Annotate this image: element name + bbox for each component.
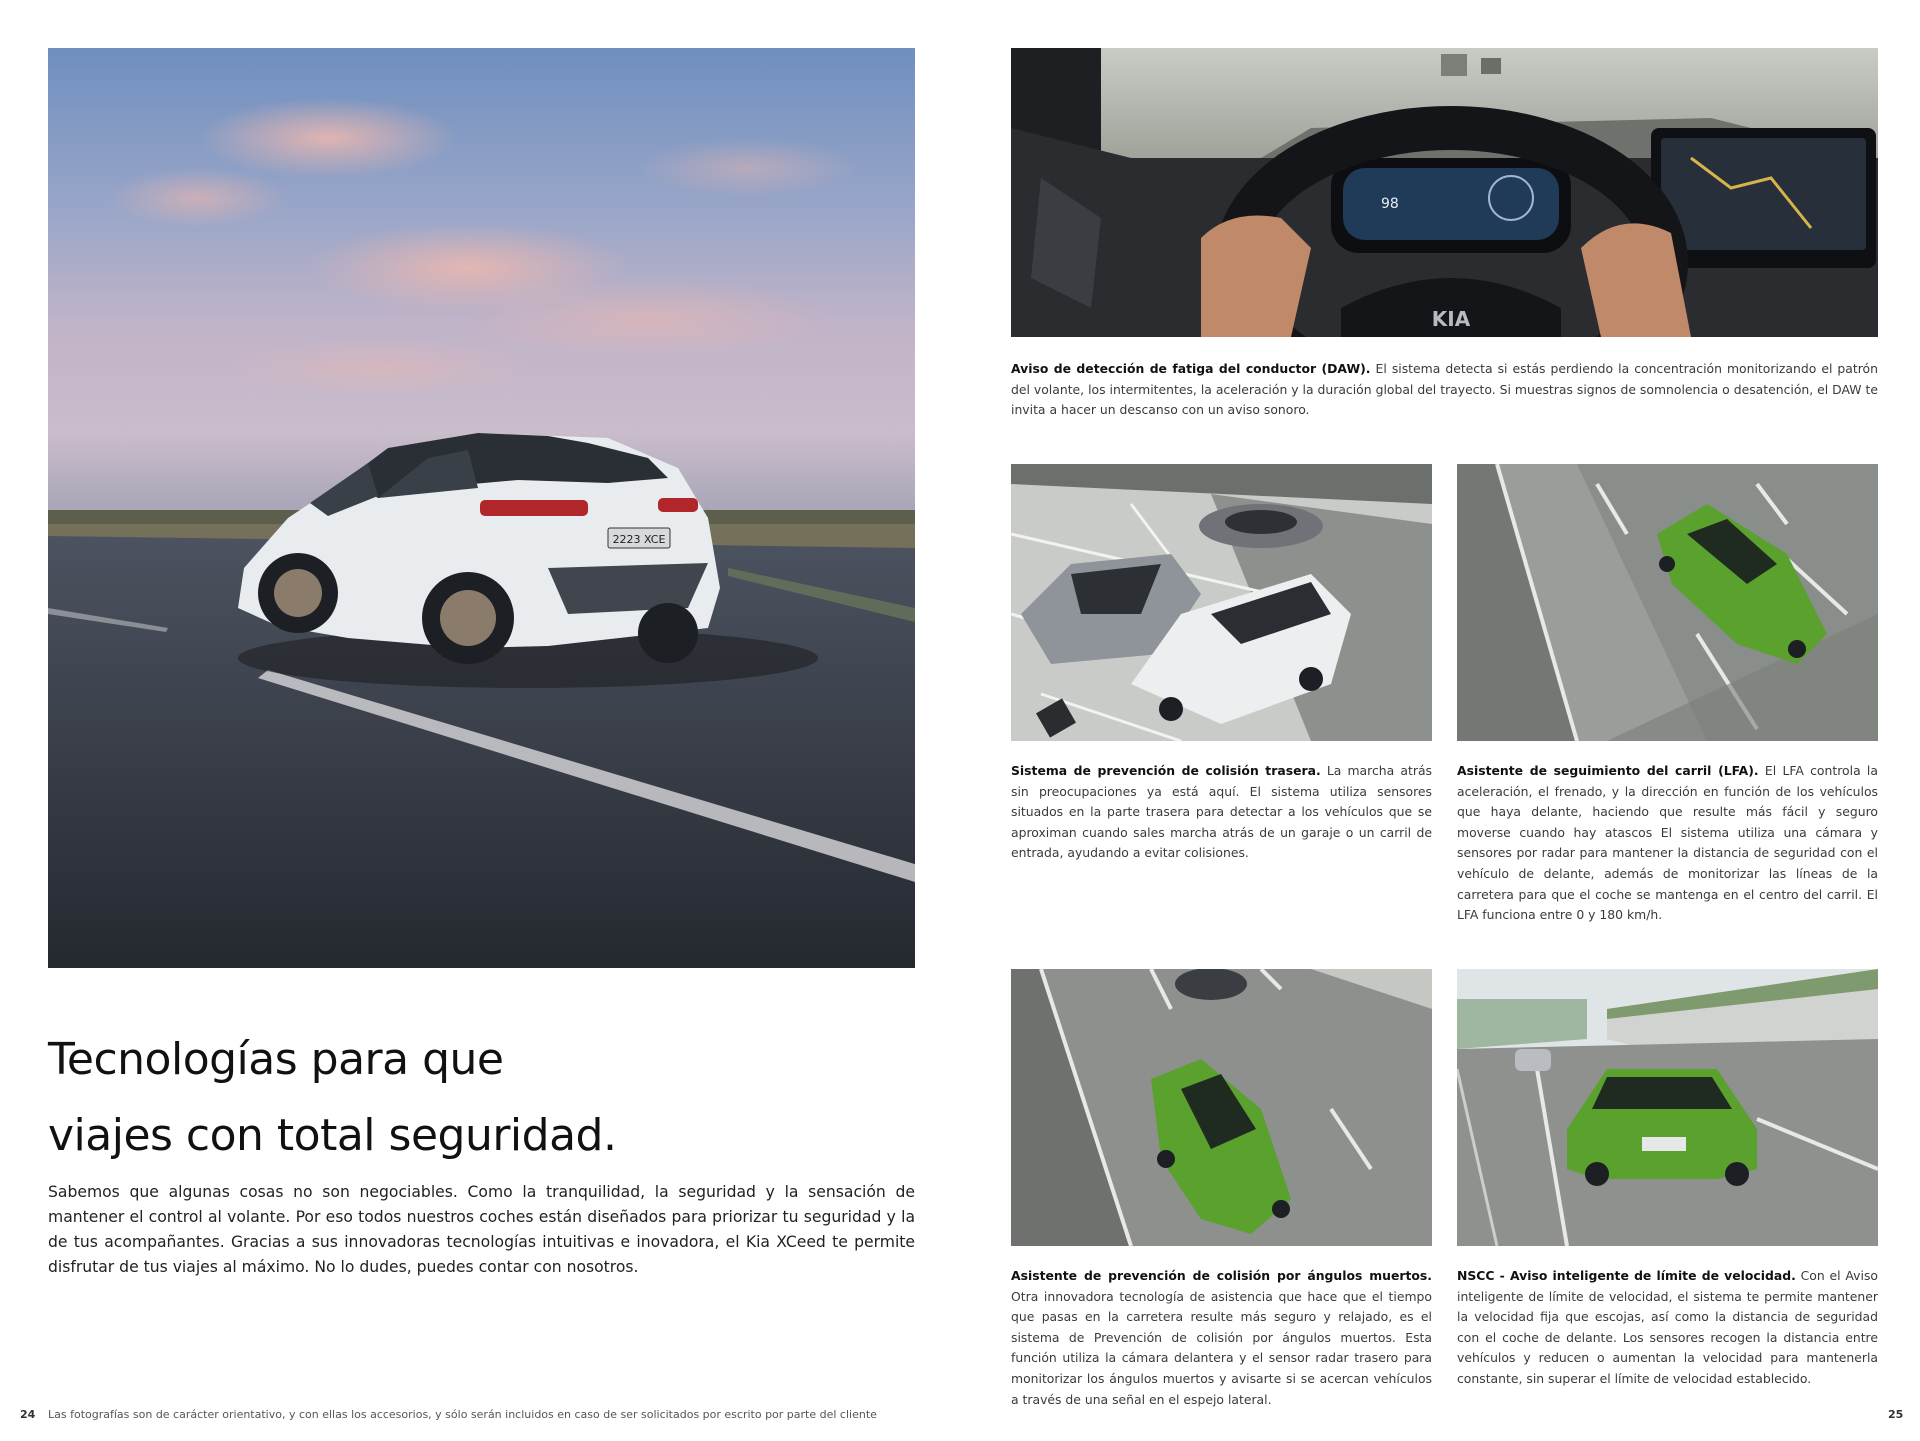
caption-nscc-body: Con el Aviso inteligente de límite de velocidad, el sistema te permite mantener la velocidad fija que escojas, así como la distancia de seguridad con el coche de delante. Los sensores recogen la distancia entre vehículos y reducen o aumentan la velocidad para mantenerla constante, sin superar el límite de velocidad establecido. bbox=[1457, 1268, 1878, 1386]
caption-rear-body: La marcha atrás sin preocupaciones ya está aquí. El sistema utiliza sensores situados en la parte trasera para detectar a los vehículos que se aproximan cuando sales marcha atrás de un garaje o un carril de entrada, ayudando a evitar colisiones. bbox=[1011, 763, 1432, 861]
kia-logo: KIA bbox=[1431, 307, 1471, 331]
car-grey-ahead-nscc bbox=[1515, 1049, 1551, 1071]
caption-rear-title: Sistema de prevención de colisión trasera. bbox=[1011, 763, 1321, 778]
page-headline bbox=[48, 1022, 915, 1174]
intro-paragraph: Sabemos que algunas cosas no son negociables. Como la tranquilidad, la seguridad y la sensación de mantener el control al volante. Por eso todos nuestros coches están diseñados para priorizar tu seguridad y la de tus acompañantes. Gracias a sus innovadoras tecnologías intuitivas e inovadora, el Kia XCeed te permite disfrutar de tus viajes al máximo. No lo dudes, puedes contar con nosotros. bbox=[48, 1183, 915, 1276]
caption-daw bbox=[1011, 359, 1878, 421]
car-green-nscc bbox=[1567, 1069, 1757, 1186]
cluster-speed: 98 bbox=[1381, 196, 1399, 212]
hero-plate: 2223 XCE bbox=[612, 533, 666, 546]
caption-blind-body: Otra innovadora tecnología de asistencia que hace que el tiempo que pasas en la carretera resulte más seguro y relajado, es el sistema de Prevención de colisión por ángulos muertos. Esta función utiliza la cámara delantera y el sensor radar trasero para monitorizar los ángulos muertos y avisarte si se acercan vehículos a través de una señal en el espejo lateral. bbox=[1011, 1288, 1432, 1407]
page-number-right: 25 bbox=[1888, 1408, 1904, 1421]
caption-daw-title: Aviso de detección de fatiga del conductor (DAW). bbox=[1011, 361, 1371, 376]
caption-lfa-title: Asistente de seguimiento del carril (LFA). bbox=[1457, 763, 1759, 778]
caption-nscc bbox=[1457, 1266, 1878, 1390]
caption-daw-body: El sistema detecta si estás perdiendo la concentración monitorizando el patrón del volante, los intermitentes, la aceleración y la duración global del trayecto. Si muestras signos de somnolencia o desatención, el DAW te invita a hacer un descanso con un aviso sonoro. bbox=[1011, 361, 1878, 418]
caption-lfa-body: El LFA controla la aceleración, el frenado, y la dirección en función de los vehículos que haya delante, haciendo que resulte más fácil y seguro moverse cuando hay atascos El sistema utiliza una cámara y sensores por radar para mantener la distancia de seguridad con el vehículo de delante, además de monitorizar las líneas de la carretera para que el coche se mantenga en el centro del carril. El LFA funciona entre 0 y 180 km/h. bbox=[1457, 763, 1878, 923]
hero-photo-white-kia-xceed bbox=[48, 48, 915, 968]
photo-blind-spot bbox=[1011, 969, 1432, 1246]
caption-lfa bbox=[1457, 761, 1878, 926]
headline-line-2: viajes con total seguridad. bbox=[48, 1110, 617, 1161]
photo-driver-steering-wheel bbox=[1011, 48, 1878, 337]
caption-rear-collision bbox=[1011, 761, 1432, 864]
headline-line-1: Tecnologías para que bbox=[48, 1034, 504, 1085]
photo-nscc-highway bbox=[1457, 969, 1878, 1246]
car-dark-ahead bbox=[1175, 969, 1247, 1000]
photo-disclaimer: Las fotografías son de carácter orientativo, y con ellas los accesorios, y sólo serán incluidos en caso de ser solicitados por escrito por parte del cliente bbox=[48, 1408, 877, 1421]
caption-blind-spot bbox=[1011, 1266, 1432, 1410]
page-number-left: 24 bbox=[20, 1408, 36, 1421]
photo-lane-following bbox=[1457, 464, 1878, 741]
photo-rear-collision-parking bbox=[1011, 464, 1432, 741]
car-grey-top bbox=[1199, 504, 1323, 548]
caption-nscc-title: NSCC - Aviso inteligente de límite de velocidad. bbox=[1457, 1268, 1796, 1283]
caption-blind-title: Asistente de prevención de colisión por ángulos muertos. bbox=[1011, 1268, 1432, 1283]
